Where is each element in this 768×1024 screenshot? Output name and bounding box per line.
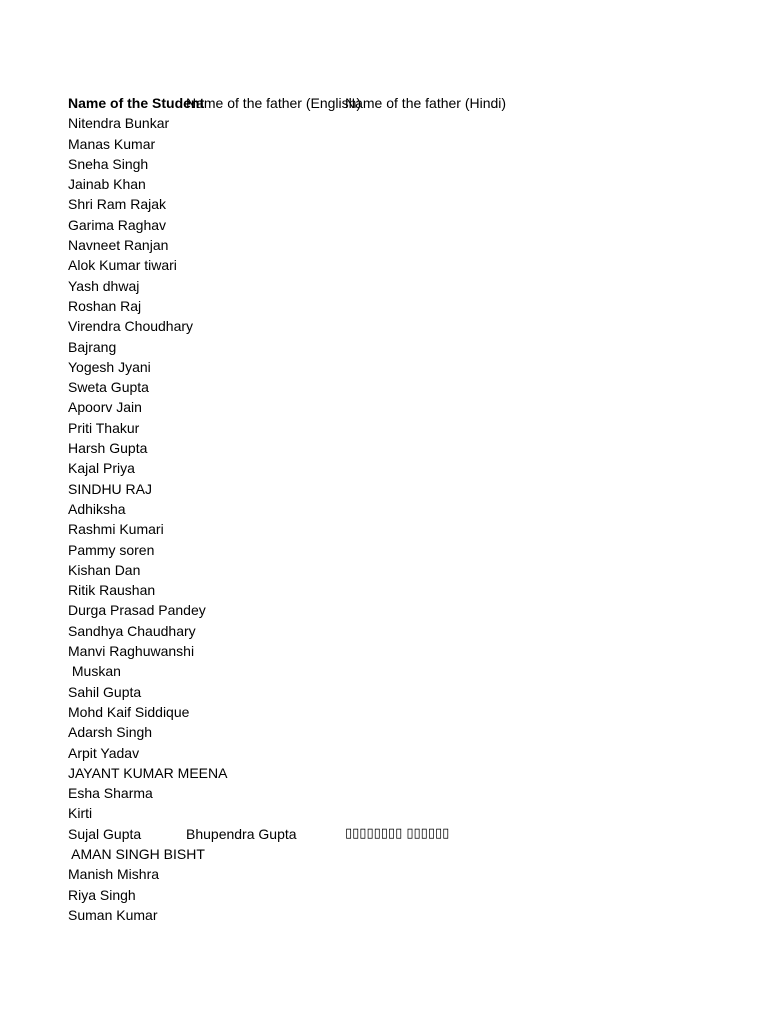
father-name-english-cell xyxy=(186,418,345,438)
student-name-cell: Riya Singh xyxy=(68,886,136,903)
table-row xyxy=(68,316,708,336)
header-row xyxy=(68,93,708,113)
student-name-cell: Yogesh Jyani xyxy=(68,358,151,375)
father-name-english-cell xyxy=(186,844,345,864)
table-row xyxy=(68,743,708,763)
father-name-english-cell xyxy=(186,540,345,560)
student-name-cell: Rashmi Kumari xyxy=(68,521,164,538)
student-name-cell: Priti Thakur xyxy=(68,419,140,436)
table-row xyxy=(68,438,708,458)
father-name-hindi-cell xyxy=(345,134,645,154)
student-name-cell: Pammy soren xyxy=(68,541,155,558)
father-name-hindi-cell xyxy=(345,499,645,519)
father-name-hindi-cell xyxy=(345,783,645,803)
father-name-hindi-cell xyxy=(345,864,645,884)
table-row xyxy=(68,377,708,397)
student-name-cell: Manas Kumar xyxy=(68,135,156,152)
father-name-hindi-cell xyxy=(345,377,645,397)
student-name-cell: Yash dhwaj xyxy=(68,277,140,294)
table-row xyxy=(68,174,708,194)
table-row xyxy=(68,479,708,499)
table-row xyxy=(68,519,708,539)
father-name-english-cell xyxy=(186,722,345,742)
table-row xyxy=(68,580,708,600)
student-name-cell: Bajrang xyxy=(68,338,117,355)
table-row xyxy=(68,905,708,925)
student-name-cell: Ritik Raushan xyxy=(68,582,156,599)
student-name-cell: Manvi Raghuwanshi xyxy=(68,643,195,660)
father-name-english-cell xyxy=(186,316,345,336)
table-row xyxy=(68,194,708,214)
father-name-hindi-cell xyxy=(345,885,645,905)
table-row xyxy=(68,357,708,377)
father-name-english-cell xyxy=(186,519,345,539)
table-row xyxy=(68,418,708,438)
father-name-hindi-cell xyxy=(345,803,645,823)
table-row xyxy=(68,337,708,357)
father-name-english-cell xyxy=(186,235,345,255)
header-father-name-english: Name of the father (English) xyxy=(186,95,362,111)
father-name-english-cell xyxy=(186,154,345,174)
father-name-hindi-cell xyxy=(345,255,645,275)
student-name-cell: Sandhya Chaudhary xyxy=(68,622,196,639)
father-name-hindi-cell xyxy=(345,763,645,783)
table-row xyxy=(68,864,708,884)
father-name-english-cell xyxy=(186,296,345,316)
father-name-hindi-cell xyxy=(345,276,645,296)
father-name-english-cell xyxy=(186,885,345,905)
father-name-english-cell xyxy=(186,276,345,296)
father-name-hindi-cell xyxy=(345,397,645,417)
student-rows xyxy=(68,113,708,925)
father-name-english-cell xyxy=(186,377,345,397)
table-row xyxy=(68,783,708,803)
father-name-english-cell xyxy=(186,255,345,275)
student-name-cell: Suman Kumar xyxy=(68,906,158,923)
father-name-hindi-cell xyxy=(345,621,645,641)
father-name-hindi-cell xyxy=(345,641,645,661)
father-name-english-cell xyxy=(186,600,345,620)
table-row xyxy=(68,560,708,580)
father-name-english-cell xyxy=(186,641,345,661)
father-name-hindi-cell xyxy=(345,194,645,214)
father-name-hindi-cell xyxy=(345,337,645,357)
table-row xyxy=(68,682,708,702)
student-name-cell: JAYANT KUMAR MEENA xyxy=(68,764,228,781)
father-name-english-cell xyxy=(186,397,345,417)
father-name-english-cell xyxy=(186,864,345,884)
father-name-english-cell xyxy=(186,702,345,722)
student-name-cell: Adhiksha xyxy=(68,500,126,517)
father-name-hindi-cell xyxy=(345,418,645,438)
student-name-cell: AMAN SINGH BISHT xyxy=(68,845,205,862)
student-name-cell: Durga Prasad Pandey xyxy=(68,602,206,619)
student-name-cell: Sweta Gupta xyxy=(68,379,149,396)
student-name-cell: Garima Raghav xyxy=(68,216,167,233)
father-name-english-cell xyxy=(186,783,345,803)
father-name-hindi-cell xyxy=(345,296,645,316)
father-name-english-cell xyxy=(186,682,345,702)
father-name-english-cell xyxy=(186,438,345,458)
father-name-english-cell: Bhupendra Gupta xyxy=(186,825,297,842)
father-name-hindi-cell xyxy=(345,661,645,681)
father-name-hindi-cell xyxy=(345,357,645,377)
header-student-name: Name of the Student xyxy=(68,95,205,111)
father-name-hindi-cell xyxy=(345,479,645,499)
father-name-hindi-cell xyxy=(345,905,645,925)
father-name-hindi-cell xyxy=(345,215,645,235)
student-name-cell: Nitendra Bunkar xyxy=(68,115,170,132)
father-name-hindi-cell: ▯▯▯▯▯▯▯▯ ▯▯▯▯▯▯ xyxy=(345,825,450,841)
student-list-sheet xyxy=(68,93,708,925)
table-row xyxy=(68,540,708,560)
student-name-cell: Esha Sharma xyxy=(68,785,153,802)
table-row xyxy=(68,235,708,255)
father-name-hindi-cell xyxy=(345,743,645,763)
table-row xyxy=(68,276,708,296)
father-name-english-cell xyxy=(186,134,345,154)
table-row xyxy=(68,600,708,620)
father-name-hindi-cell xyxy=(345,540,645,560)
father-name-hindi-cell xyxy=(345,519,645,539)
table-row xyxy=(68,824,708,844)
father-name-english-cell xyxy=(186,621,345,641)
student-name-cell: Kishan Dan xyxy=(68,561,141,578)
table-row xyxy=(68,803,708,823)
table-row xyxy=(68,702,708,722)
father-name-english-cell xyxy=(186,803,345,823)
student-name-cell: Alok Kumar tiwari xyxy=(68,257,177,274)
father-name-hindi-cell xyxy=(345,174,645,194)
table-row xyxy=(68,154,708,174)
father-name-english-cell xyxy=(186,215,345,235)
student-name-cell: SINDHU RAJ xyxy=(68,480,153,497)
father-name-hindi-cell xyxy=(345,235,645,255)
table-row xyxy=(68,499,708,519)
father-name-hindi-cell xyxy=(345,844,645,864)
father-name-english-cell xyxy=(186,479,345,499)
father-name-hindi-cell xyxy=(345,682,645,702)
table-row xyxy=(68,621,708,641)
father-name-hindi-cell xyxy=(345,438,645,458)
father-name-hindi-cell xyxy=(345,722,645,742)
student-name-cell: Sahil Gupta xyxy=(68,683,142,700)
student-name-cell: Manish Mishra xyxy=(68,866,160,883)
father-name-hindi-cell xyxy=(345,580,645,600)
father-name-english-cell xyxy=(186,357,345,377)
table-row xyxy=(68,641,708,661)
student-name-cell: Shri Ram Rajak xyxy=(68,196,167,213)
student-name-cell: Kirti xyxy=(68,805,93,822)
table-row xyxy=(68,763,708,783)
father-name-english-cell xyxy=(186,580,345,600)
father-name-hindi-cell xyxy=(345,702,645,722)
student-name-cell: Adarsh Singh xyxy=(68,724,153,741)
table-row xyxy=(68,885,708,905)
student-name-cell: Arpit Yadav xyxy=(68,744,140,761)
table-row xyxy=(68,458,708,478)
father-name-english-cell xyxy=(186,661,345,681)
student-name-cell: Sujal Gupta xyxy=(68,825,142,842)
student-name-cell: Kajal Priya xyxy=(68,460,135,477)
table-row xyxy=(68,113,708,133)
table-row xyxy=(68,134,708,154)
table-row xyxy=(68,255,708,275)
student-name-cell: Sneha Singh xyxy=(68,155,149,172)
father-name-hindi-cell xyxy=(345,560,645,580)
header-father-name-hindi: Name of the father (Hindi) xyxy=(345,95,507,111)
student-name-cell: Virendra Choudhary xyxy=(68,318,194,335)
table-row xyxy=(68,296,708,316)
father-name-english-cell xyxy=(186,194,345,214)
student-name-cell: Navneet Ranjan xyxy=(68,237,169,254)
father-name-english-cell xyxy=(186,458,345,478)
father-name-english-cell xyxy=(186,113,345,133)
father-name-hindi-cell xyxy=(345,458,645,478)
student-name-cell: Harsh Gupta xyxy=(68,440,148,457)
father-name-hindi-cell xyxy=(345,113,645,133)
father-name-english-cell xyxy=(186,763,345,783)
father-name-english-cell xyxy=(186,560,345,580)
father-name-english-cell xyxy=(186,499,345,519)
student-name-cell: Mohd Kaif Siddique xyxy=(68,703,190,720)
table-row xyxy=(68,215,708,235)
table-row xyxy=(68,844,708,864)
father-name-hindi-cell xyxy=(345,316,645,336)
student-name-cell: Roshan Raj xyxy=(68,297,142,314)
father-name-english-cell xyxy=(186,337,345,357)
student-name-cell: Jainab Khan xyxy=(68,176,146,193)
table-row xyxy=(68,661,708,681)
father-name-english-cell xyxy=(186,743,345,763)
table-row xyxy=(68,397,708,417)
student-name-cell: Apoorv Jain xyxy=(68,399,142,416)
table-row xyxy=(68,722,708,742)
father-name-english-cell xyxy=(186,174,345,194)
father-name-hindi-cell xyxy=(345,154,645,174)
father-name-english-cell xyxy=(186,905,345,925)
father-name-hindi-cell xyxy=(345,600,645,620)
student-name-cell: Muskan xyxy=(68,663,121,680)
